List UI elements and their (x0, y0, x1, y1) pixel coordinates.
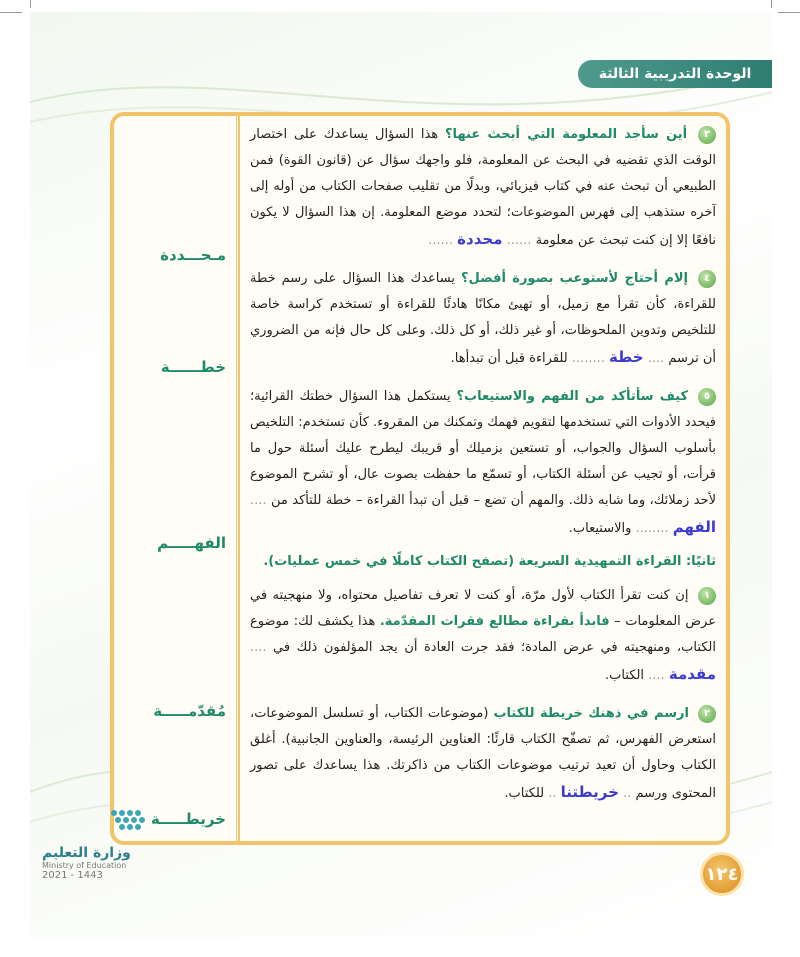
item-3 (250, 122, 716, 254)
crop-mark (0, 12, 22, 13)
page-number-badge: ١٢٤ (700, 852, 744, 896)
blank-dots: .... (250, 493, 267, 508)
blank-dots: .. (623, 786, 632, 801)
item-highlight: فابدأ بقراءة مطالع فقرات المقدّمة. (379, 614, 610, 629)
item-number-badge: ٥ (698, 388, 716, 406)
item-text: هذا يكشف لك: موضوع الكتاب، ومنهجيته في عرض المادة؛ فقد جرت العادة أن يجد المؤلفون ذلك في (250, 614, 716, 655)
filled-answer: خريطتنا (560, 783, 619, 801)
ministry-logo (42, 805, 162, 885)
item-text: إن كنت تقرأ الكتاب لأول مرّة، أو كنت لا تعرف تفاصيل محتواه، ولا منهجيته في عرض المعلومات – (250, 588, 716, 629)
ministry-name-en: Ministry of Education (42, 861, 127, 870)
margin-answer: مُقدّمـــــة (153, 702, 226, 720)
blank-dots: .... (647, 351, 665, 366)
item-question: ارسم في ذهنك خريطة للكتاب (493, 706, 689, 721)
item-number-badge: ٤ (698, 270, 716, 288)
blank-dots: ........ (635, 521, 669, 536)
unit-title-tab: الوحدة التدريبية الثالثة (578, 60, 772, 88)
ministry-emblem-icon (104, 805, 174, 835)
exercise-text (238, 114, 728, 843)
crop-mark (771, 0, 772, 8)
item-text: للكتاب. (504, 786, 545, 801)
item-4 (250, 266, 716, 372)
ministry-name-ar: وزارة التعليم (42, 845, 131, 861)
ministry-year: 2021 - 1443 (42, 870, 103, 881)
item-5 (250, 384, 716, 542)
item-text: هذا السؤال يساعدك على اختصار الوقت الذي تقضيه في البحث عن المعلومة، فلو واجهك سؤال عن (قانون القوة) فمن الطبيعي أن تبحث عنه في كتاب فيزيائي، وبدلًا من تقليب صفحات الكتاب من أوله إلى آخره ستذهب إلى فهرس الموضوعات؛ لتحدد موضع المعلومة. إن هذا السؤال لا يكون نافعًا إلا إن كنت تبحث عن معلومة (250, 127, 716, 248)
section-heading: ثانيًا: القراءة التمهيدية السريعة (تصفح الكتاب كاملًا في خمس عمليات). (263, 554, 716, 569)
item-number-badge: ٣ (698, 126, 716, 144)
margin-answer: الفهـــــم (157, 534, 226, 552)
blank-dots: .... (648, 668, 665, 683)
blank-dots: .. (548, 786, 557, 801)
blank-dots: .... (250, 640, 267, 655)
item-question: إلام أحتاج لأستوعب بصورة أفضل؟ (460, 271, 689, 286)
item-text: (موضوعات الكتاب، أو تسلسل الموضوعات، استعرض الفهرس، ثم تصفّح الكتاب قارئًا: العناوين الرئيسة، والعناوين الجانبية). أغلق الكتاب وحاول أن تعيد ترتيب موضوعات الكتاب من ذاكرتك. هذا يساعدك على تصور المحتوى ورسم (250, 706, 716, 801)
filled-answer: محددة (457, 230, 503, 248)
item-text: يستكمل هذا السؤال خطتك القرائية؛ فيحدد الأدوات التي تستخدمها لتقويم فهمك وتمكنك من المقروء. كأن تستخدم: التلخيص بأسلوب السؤال والجواب، أو تستعين بزميلك أو قريبك ليطرح عليك أسئلة حول ما قرأت، أو تجيب عن أسئلة الكتاب، أو تسمّع ما حفظت بصوت عال، أو تشرح الموضوع لأحد زملائك، وما شابه ذلك. والمهم أن تضع – قبل أن تبدأ القراءة – خطة للتأكد من (250, 389, 716, 508)
blank-dots: ...... (428, 233, 454, 248)
item-number-badge: ٢ (698, 705, 716, 723)
margin-answer: خطــــــة (160, 358, 226, 376)
crop-mark (30, 0, 31, 8)
blank-dots: ...... (506, 233, 532, 248)
item-1 (250, 583, 716, 689)
item-number-badge: ١ (698, 587, 716, 605)
item-text: يساعدك هذا السؤال على رسم خطة للقراءة، كأن تقرأ مع زميل، أو تهيئ مكانًا هادئًا للقراءة أو تستخدم كراسة خاصة للتلخيص وتدوين الملحوظات، أو غير ذلك، أو كل ذلك. وعلى كل حال فإنه من الضروري أن ترسم (250, 271, 716, 366)
margin-answer: خريطـــــة (150, 810, 226, 828)
item-text: والاستيعاب. (568, 521, 632, 536)
filled-answer: الفهم (672, 518, 716, 536)
filled-answer: خطة (609, 348, 644, 366)
item-question: كيف سأتأكد من الفهم والاستيعاب؟ (456, 389, 689, 404)
answers-margin (114, 116, 237, 841)
crop-mark (778, 12, 800, 13)
blank-dots: ........ (571, 351, 605, 366)
item-text: الكتاب. (605, 668, 645, 683)
margin-answer: مـحـــددة (160, 246, 226, 264)
item-2 (250, 701, 716, 807)
item-question: أين سأجد المعلومة التي أبحث عنها؟ (445, 127, 688, 142)
item-text: للقراءة قبل أن تبدأها. (450, 351, 568, 366)
filled-answer: مقدمة (668, 665, 716, 683)
